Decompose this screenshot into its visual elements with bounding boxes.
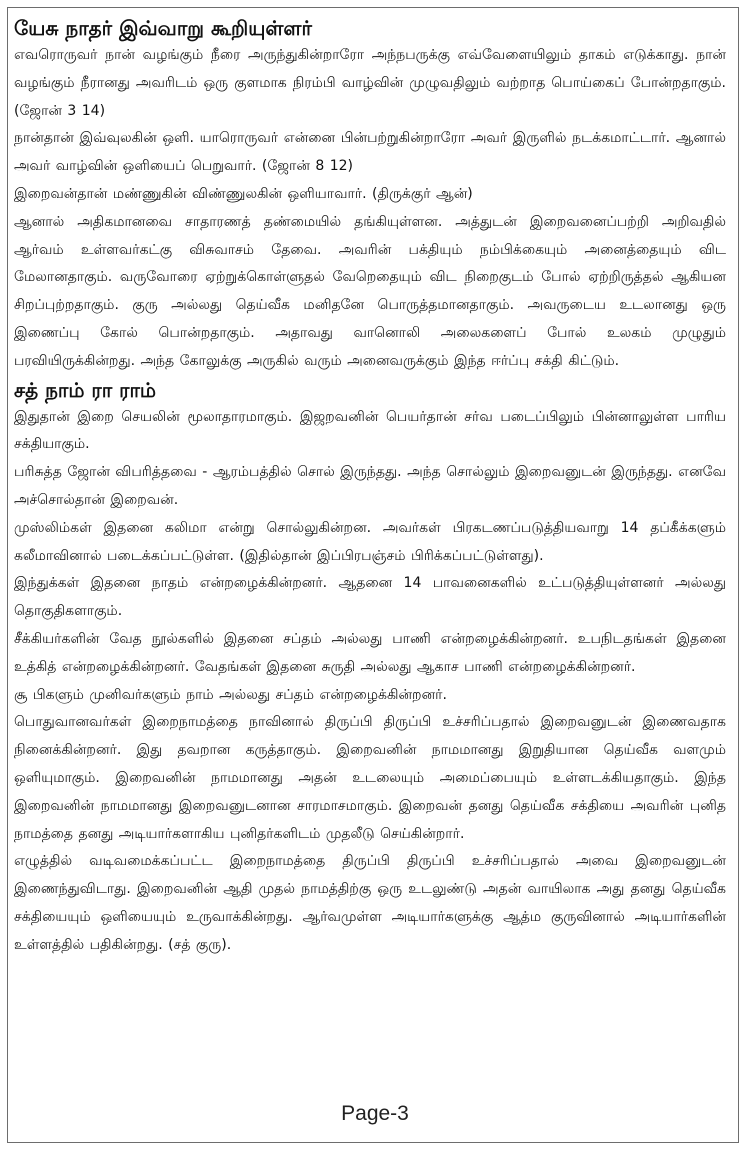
paragraph-hindus: இந்துக்கள் இதனை நாதம் என்றழைக்கின்றனர். ஆதனை 14 பாவனைகளில் உட்படுத்தியுள்ளனர் அல்லது தொகுதிகளாகும். [14,575,726,620]
paragraph-sufis: சூ பிகளும் முனிவர்களும் நாம் அல்லது சப்தம் என்றழைக்கின்றனர். [14,686,447,703]
paragraph-john-8-12: நான்தான் இவ்வுலகின் ஒளி. யாரொருவர் என்னை பின்பற்றுகின்றாரோ அவர் இருளில் நடக்கமாட்டார். ஆனால் அவர் வாழ்வின் ஒளியைப் பெறுவார். (ஜோன் 8 12) [14,130,726,175]
paragraph-muslims: முஸ்லிம்கள் இதனை கலிமா என்று சொல்லுகின்றன. அவர்கள் பிரகடணப்படுத்தியவாறு 14 தப்கீக்களும் கலீமாவினால் படைக்கப்பட்டுள்ள. (இதில்தான் இப்பிரபஞ்சம் பிரிக்கப்பட்டுள்ளது). [14,519,726,564]
page-number: Page-3 [341,1102,409,1125]
paragraph-sikhs: சீக்கியர்களின் வேத நூல்களில் இதனை சப்தம் அல்லது பாணி என்றழைக்கின்றனர். உபநிடதங்கள் இதனை உத்கித் என்றழைக்கின்றனர். வேதங்கள் இதனை சுருதி அல்லது ஆகாச பாணி என்றழைக்கின்றனர். [14,630,726,675]
page-content [14,14,726,960]
section-heading-sat-naam: சத் நாம் ரா ராம் [14,377,157,402]
paragraph-written-name: எழுத்தில் வடிவமைக்கப்பட்ட இறைநாமத்தை திருப்பி திருப்பி உச்சரிப்பதால் அவை இறைவனுடன் இணைந்துவிடாது. இறைவனின் ஆதி முதல் நாமத்திற்கு ஒரு உடலுண்டு அதன் வாயிலாக அது தனது தெய்வீக சக்தியையும் ஒளியையும் உருவாக்கின்றது. ஆர்வமுள்ள அடியார்களுக்கு ஆத்ம குருவினால் அடியார்களின் உள்ளத்தில் பதிகின்றது. (சத் குரு). [14,853,726,953]
paragraph-faith: ஆனால் அதிகமானவை சாதாரணத் தண்மையில் தங்கியுள்ளன. அத்துடன் இறைவனைப்பற்றி அறிவதில் ஆர்வம் உள்ளவர்கட்கு விசுவாசம் தேவை. அவரின் பக்தியும் நம்பிக்கையும் அனைத்தையும் விட மேலானதாகும். வருவோரை ஏற்றுக்கொள்ளுதல் வேறெதையும் விட நிறைகுடம் போல் ஏற்றிருத்தல் ஆகியன சிறப்புற்றதாகும். குரு அல்லது தெய்வீக மனிதனே பொருத்தமானதாகும். அவருடைய உடலானது ஒரு இணைப்பு கோல் பொன்றதாகும். அதாவது வானொலி அலைகளைப் போல் உலகம் முழுதும் பரவியிருக்கின்றது. அந்த கோலுக்கு அருகில் வரும் அனைவருக்கும் இந்த ஈர்ப்பு சக்தி கிட்டும். [14,213,726,369]
paragraph-john-3-14: எவரொருவர் நான் வழங்கும் நீரை அருந்துகின்றாரோ அந்நபருக்கு எவ்வேளையிலும் தாகம் எடுக்காது. நான் வழங்கும் நீரானது அவரிடம் ஒரு குளமாக நிரம்பி வாழ்வின் முழுவதிலும் வற்றாத பொய்கைப் போன்றதாகும். (ஜோன் 3 14) [14,47,726,119]
section-heading-jesus: யேசு நாதர் இவ்வாறு கூறியுள்ளர் [14,16,312,40]
paragraph-origin: இதுதான் இறை செயலின் மூலாதாரமாகும். இஜறவனின் பெயர்தான் சர்வ படைப்பிலும் பின்னாலுள்ள பாரிய சக்தியாகும். [14,408,726,453]
paragraph-quran: இறைவன்தான் மண்ணுகின் விண்ணுலகின் ஒளியாவார். (திருக்குர் ஆன்) [14,185,473,202]
paragraph-saint-john: பரிசுத்த ஜோன் விபரித்தவை - ஆரம்பத்தில் சொல் இருந்தது. அந்த சொல்லும் இறைவனுடன் இருந்தது. எனவே அச்சொல்தான் இறைவன். [14,464,726,508]
paragraph-common-people: பொதுவானவர்கள் இறைநாமத்தை நாவினால் திருப்பி திருப்பி உச்சரிப்பதால் இறைவனுடன் இணைவதாக நினைக்கின்றனர். இது தவறான கருத்தாகும். இறைவனின் நாமமானது இறுதியான தெய்வீக வளமும் ஒளியுமாகும். இறைவனின் நாமமானது அதன் உடலையும் அமைப்பையும் உள்ளடக்கியதாகும். இந்த இறைவனின் நாமமானது இறைவனுடனான சாரமாசமாகும். இறைவன் தனது தெய்வீக சக்தியை அவரின் புனித நாமத்தை தனது அடியார்களாகிய புனிதர்களிடம் முதலீடு செய்கின்றார். [14,714,726,842]
